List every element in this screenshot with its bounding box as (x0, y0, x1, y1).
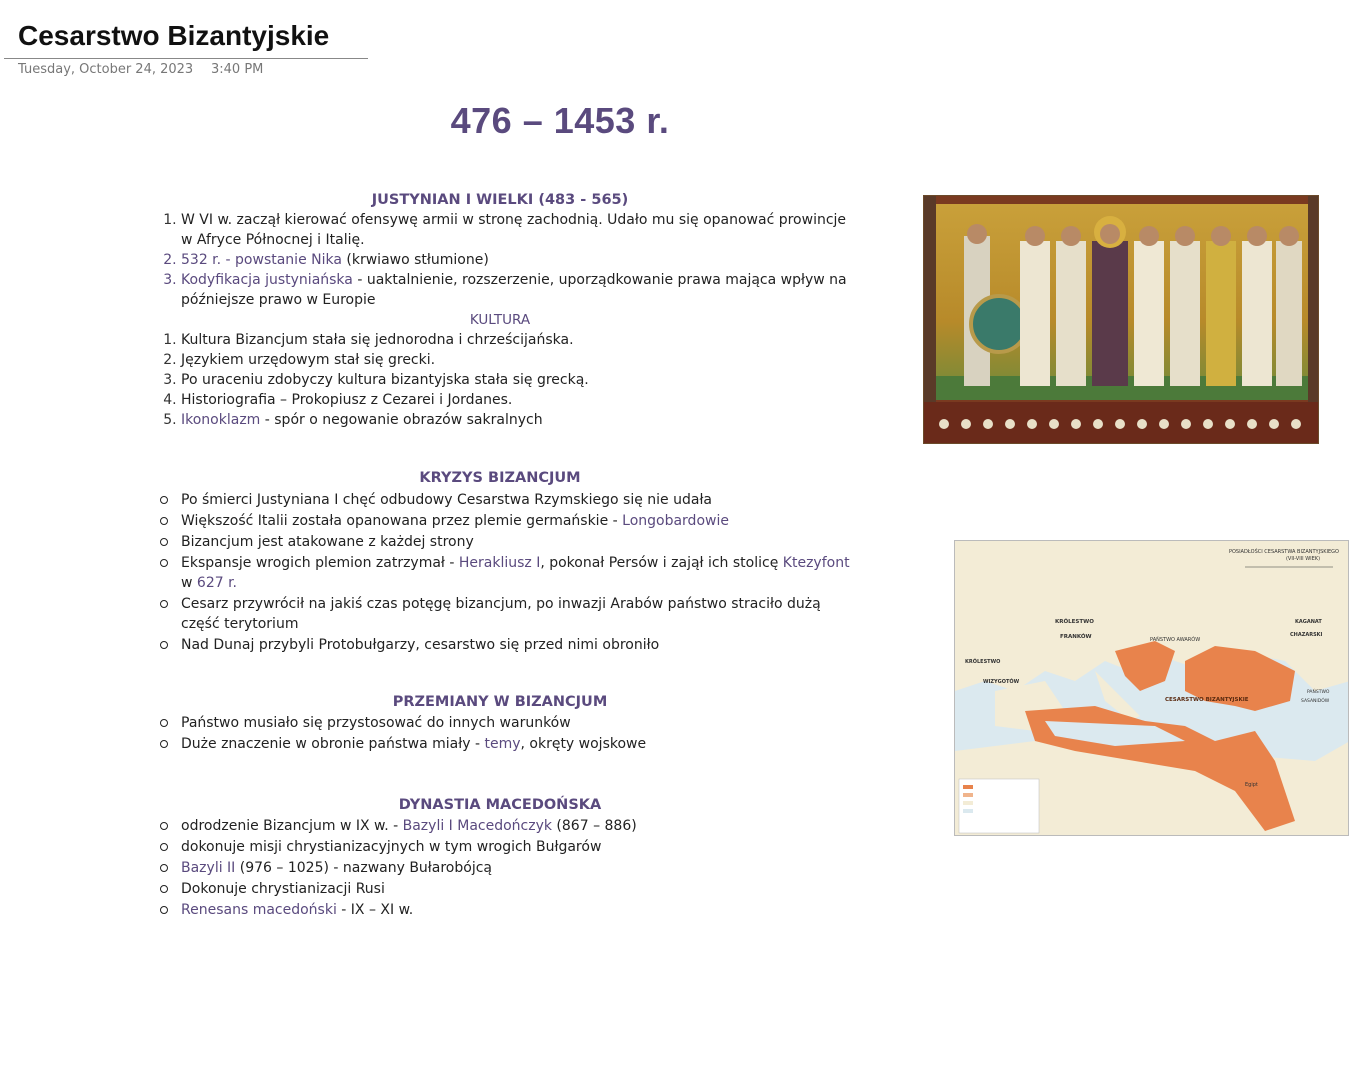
highlight-term: Bazyli II (181, 860, 236, 876)
item-text: odrodzenie Bizancjum w IX w. - (181, 818, 403, 834)
list-item (181, 511, 850, 531)
list-item (181, 270, 850, 310)
map-label: Egipt (1245, 782, 1258, 788)
item-text: Duże znaczenie w obronie państwa miały - (181, 736, 485, 752)
kultura-heading: KULTURA (469, 312, 531, 328)
map-label: PAŃSTWO AWARÓW (1150, 637, 1201, 643)
page-title: Cesarstwo Bizantyjskie (18, 20, 330, 51)
highlight-term: 627 r. (196, 575, 237, 591)
justynian-heading: JUSTYNIAN I WIELKI (483 - 565) (371, 192, 629, 208)
map-subtitle: (VII-VIII WIEK) (1285, 556, 1321, 562)
item-text: - uaktalnienie, rozszerzenie, uporządkowanie prawa mająca wpływ na późniejsze prawo w Europie (181, 272, 847, 308)
list-item: Cesarz przywrócił na jakiś czas potęgę bizancjum, po inwazji Arabów państwo straciło dużą część terytorium (181, 594, 850, 634)
highlight-term: Kodyfikacja justyniańska (181, 272, 353, 288)
kultura-list (150, 330, 850, 430)
item-text: - IX – XI w. (336, 902, 414, 918)
przemiany-heading: PRZEMIANY W BIZANCJUM (392, 694, 608, 710)
kryzys-list (150, 490, 850, 655)
item-text: (976 – 1025) - nazwany Bułarobójcą (235, 860, 492, 876)
map-label: WIZYGOTÓW (983, 679, 1020, 685)
list-item: 3. Po uraceniu zdobyczy kultura bizantyjska stała się grecką. (181, 370, 850, 390)
highlight-term: Bazyli I Macedończyk (402, 818, 552, 834)
highlight-term: Ktezyfont (782, 555, 850, 571)
item-text: (krwiawo stłumione) (341, 252, 489, 268)
years-heading: 476 – 1453 r. (450, 100, 670, 141)
przemiany-list (150, 713, 850, 754)
highlight-term: Renesans macedoński (181, 902, 337, 918)
map-label: FRANKÓW (1060, 634, 1092, 640)
list-item: 1. W VI w. zaczął kierować ofensywę armii w stronę zachodnią. Udało mu się opanować prowincje w Afryce Północnej i Italię. (181, 210, 850, 250)
map-label: KRÓLESTWO (1055, 619, 1094, 625)
map-label: CHAZARSKI (1290, 632, 1323, 638)
map-label: KRÓLESTWO (965, 659, 1001, 665)
highlight-term: temy (484, 736, 521, 752)
map-label: SASANIDÓW (1301, 699, 1330, 704)
item-text: (867 – 886) (551, 818, 637, 834)
item-text: - spór o negowanie obrazów sakralnych (260, 412, 543, 428)
list-item (181, 900, 850, 920)
highlight-term: Longobardowie (622, 513, 729, 529)
list-item (181, 734, 850, 754)
highlight-term: 532 r. - powstanie Nika (181, 252, 342, 268)
list-item (181, 816, 850, 836)
justynian-list (150, 210, 850, 310)
title-divider (4, 58, 368, 59)
highlight-term: Ikonoklazm (181, 412, 261, 428)
map-label: KAGANAT (1295, 619, 1322, 625)
item-text: Większość Italii została opanowana przez plemie germańskie - (181, 513, 623, 529)
list-item: Dokonuje chrystianizacji Rusi (181, 879, 850, 899)
notes-body (150, 190, 850, 921)
list-item: Po śmierci Justyniana I chęć odbudowy Cesarstwa Rzymskiego się nie udała (181, 490, 850, 510)
list-item: Państwo musiało się przystosować do innych warunków (181, 713, 850, 733)
item-text: , okręty wojskowe (520, 736, 647, 752)
page-date: Tuesday, October 24, 2023 (18, 62, 194, 77)
list-item: 4. Historiografia – Prokopiusz z Cezarei i Jordanes. (181, 390, 850, 410)
list-item (181, 553, 850, 593)
list-item: 2. Językiem urzędowym stał się grecki. (181, 350, 850, 370)
highlight-term: Herakliusz I (458, 555, 541, 571)
list-item (181, 250, 850, 270)
item-text: , pokonał Persów i zajął ich stolicę (540, 555, 783, 571)
dynastia-list (150, 816, 850, 920)
item-text: w (181, 575, 197, 591)
list-item (181, 410, 850, 430)
justinian-mosaic-image (923, 195, 1319, 444)
list-item: Bizancjum jest atakowane z każdej strony (181, 532, 850, 552)
dynastia-heading: DYNASTIA MACEDOŃSKA (398, 797, 602, 813)
kryzys-heading: KRYZYS BIZANCJUM (419, 470, 581, 486)
map-label: PAŃSTWO (1307, 690, 1330, 695)
map-title: POSIADŁOŚCI CESARSTWA BIZANTYJSKIEGO (1228, 549, 1339, 555)
list-item: Nad Dunaj przybyli Protobułgarzy, cesarstwo się przed nimi obroniło (181, 635, 850, 655)
map-label: CESARSTWO BIZANTYJSKIE (1165, 697, 1249, 703)
page-time: 3:40 PM (211, 62, 264, 77)
list-item (181, 858, 850, 878)
item-text: Ekspansje wrogich plemion zatrzymał - (181, 555, 459, 571)
list-item: dokonuje misji chrystianizacyjnych w tym wrogich Bułgarów (181, 837, 850, 857)
byzantine-empire-map (954, 540, 1349, 836)
list-item: 1. Kultura Bizancjum stała się jednorodna i chrześcijańska. (181, 330, 850, 350)
